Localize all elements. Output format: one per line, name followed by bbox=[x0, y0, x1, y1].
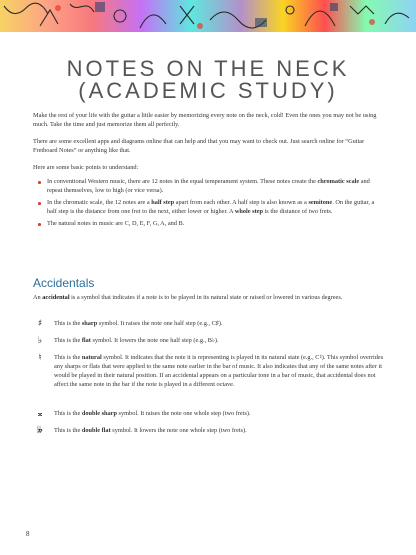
accidental-description bbox=[54, 427, 388, 436]
list-item bbox=[33, 220, 383, 229]
page-number: 8 bbox=[26, 530, 30, 538]
desc-text: symbol. It lowers the note one half step (e.g., B♭). bbox=[90, 337, 219, 344]
decorative-banner bbox=[0, 0, 416, 32]
term-half-step: half step bbox=[151, 199, 175, 206]
desc-text: symbol. It raises the note one whole step (two frets). bbox=[116, 410, 251, 417]
term-accidental: accidental bbox=[42, 294, 70, 301]
term-chromatic-scale: chromatic scale bbox=[317, 178, 360, 185]
list-item bbox=[33, 199, 383, 217]
intro-text: is a symbol that indicates if a note is to be played in its natural state or raised or lowered in various degrees. bbox=[69, 294, 343, 301]
desc-text: This is the bbox=[54, 320, 82, 327]
desc-text: symbol. It raises the note one half step (e.g., C♯). bbox=[97, 320, 223, 327]
desc-text: symbol. It lowers the note one whole step (two frets). bbox=[110, 427, 247, 434]
accidental-item-natural bbox=[33, 354, 388, 390]
bullet-icon bbox=[38, 223, 41, 226]
intro-paragraph-2: There are some excellent apps and diagrams online that can help and that you may want to check out. Just search online for “Guitar Fretboard Notes” or anything like that. bbox=[33, 138, 365, 154]
term-double-sharp: double sharp bbox=[81, 410, 117, 417]
term-double-flat: double flat bbox=[81, 427, 111, 434]
term-flat: flat bbox=[81, 337, 91, 344]
point-text: . On the guitar, a half step is the distance from one fret to the next, either lower or higher. A bbox=[47, 199, 375, 215]
double-sharp-icon: 𝄪 bbox=[37, 409, 43, 419]
page-title-line-1: NOTES ON THE NECK bbox=[66, 55, 350, 81]
double-flat-icon: 𝄫 bbox=[37, 426, 43, 436]
point-text: In the chromatic scale, the 12 notes are a bbox=[47, 199, 152, 206]
basic-points-list bbox=[33, 178, 383, 232]
term-natural: natural bbox=[81, 354, 102, 361]
natural-icon: ♮ bbox=[38, 353, 42, 363]
page-title-line-2: (ACADEMIC STUDY) bbox=[78, 77, 338, 103]
accidental-description bbox=[54, 320, 388, 329]
list-item bbox=[33, 178, 383, 196]
desc-text: symbol. It indicates that the note it is representing is played in its natural state (e.g., C♮). This symbol overrides any sharps or flats that were applied to the same note earlier in the bar of music. It also indicates that any of the same notes after it would be played in their natural position. If an accidental appears on a particular tone in a bar of music, that accidental does not affect the same note in the bar if the note is played in a different octave. bbox=[54, 354, 384, 388]
accidental-description bbox=[54, 410, 388, 419]
bullet-icon bbox=[38, 202, 41, 205]
accidental-item-double-sharp bbox=[33, 410, 388, 419]
point-text: apart from each other. A half step is also known as a bbox=[174, 199, 309, 206]
flat-icon: ♭ bbox=[37, 336, 43, 346]
term-sharp: sharp bbox=[81, 320, 98, 327]
desc-text: This is the bbox=[54, 354, 82, 361]
accidental-description bbox=[54, 337, 388, 346]
accidentals-intro bbox=[33, 294, 383, 303]
desc-text: This is the bbox=[54, 427, 82, 434]
desc-text: This is the bbox=[54, 337, 82, 344]
intro-paragraph-3: Here are some basic points to understand: bbox=[33, 164, 139, 171]
banner-doodle-art bbox=[0, 0, 416, 32]
section-heading-accidentals: Accidentals bbox=[33, 276, 95, 290]
term-semitone: semitone bbox=[308, 199, 333, 206]
accidental-description bbox=[54, 354, 388, 390]
sharp-icon: ♯ bbox=[37, 319, 43, 329]
point-text: The natural notes in music are C, D, E, F, G, A, and B. bbox=[47, 220, 185, 227]
accidental-item-double-flat bbox=[33, 427, 388, 436]
accidental-item-sharp bbox=[33, 320, 388, 329]
point-text: and repeat themselves, low to high (or vice versa). bbox=[47, 178, 370, 194]
desc-text: This is the bbox=[54, 410, 82, 417]
point-text: is the distance of two frets. bbox=[262, 207, 333, 215]
intro-paragraph-1: Make the rest of your life with the guitar a little easier by memorizing every note on the neck, cold! Even the ones you may not be using much. Take the time and just memorize them all perfectly. bbox=[33, 112, 377, 128]
point-text: In conventional Western music, there are 12 notes in the equal temperament system. These notes create the bbox=[47, 178, 318, 185]
bullet-icon bbox=[38, 181, 41, 184]
accidental-item-flat bbox=[33, 337, 388, 346]
term-whole-step: whole step bbox=[234, 207, 263, 215]
intro-text: An bbox=[33, 294, 43, 301]
